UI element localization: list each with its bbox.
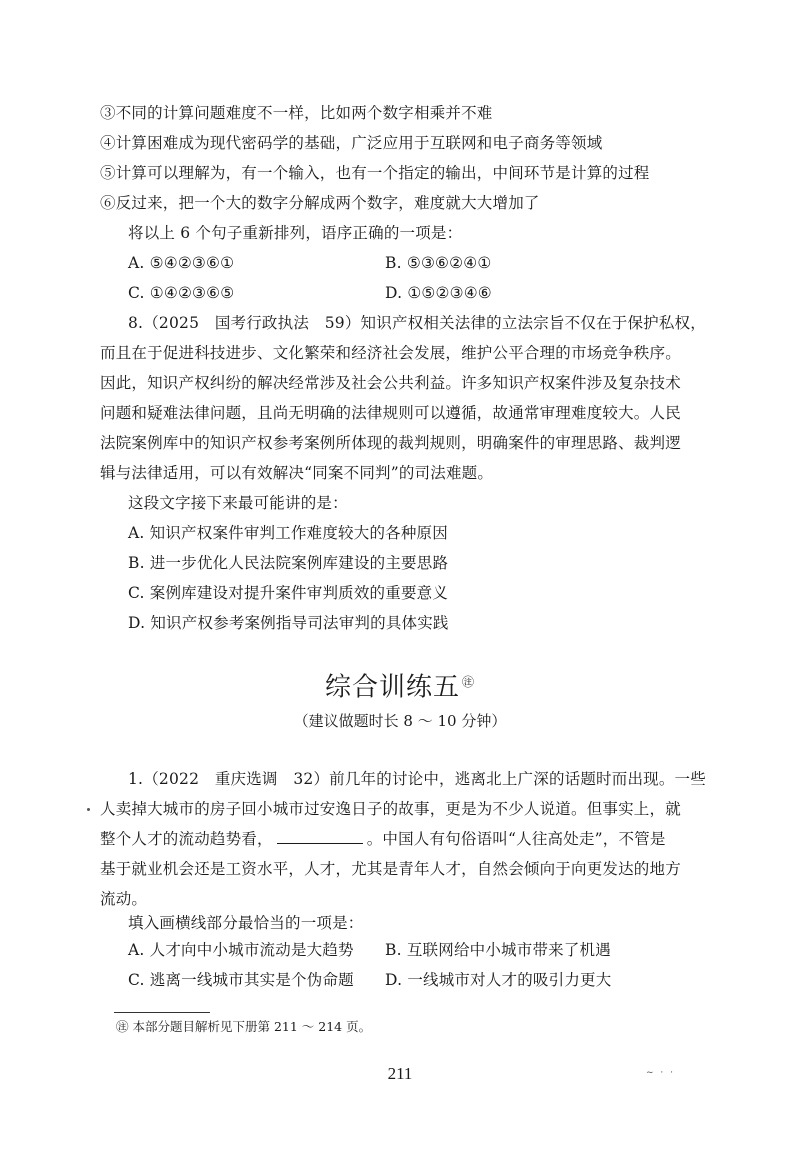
section-title [0,664,800,706]
q8-line-4: 问题和疑难法律问题，且尚无明确的法律规则可以遵循，故通常审理难度较大。人民 [100,404,681,422]
q8-line-1: 8.（2025 国考行政执法 59）知识产权相关法律的立法宗旨不仅在于保护私权， [128,314,706,332]
q8-line-2: 而且在于促进科技进步、文化繁荣和经济社会发展，维护公平合理的市场竞争秩序。 [100,344,681,362]
q1-line-3-end: 。中国人有句俗语叫“人往高处走”，不管是 [366,830,666,848]
answer-blank [277,830,363,844]
q7-option-d: D. ①⑤②③④⑥ [385,284,492,302]
corner-mark: ~ · · [646,1068,675,1078]
footnote: ㊟ 本部分题目解析见下册第 211 ～ 214 页。 [116,1019,372,1034]
q8-option-a: A. 知识产权案件审判工作难度较大的各种原因 [128,524,448,542]
footnote-mark-icon: ㊟ [462,675,476,689]
q1-option-d: D. 一线城市对人才的吸引力更大 [385,971,612,989]
q8-line-6: 辑与法律适用，可以有效解决“同案不同判”的司法难题。 [100,464,494,482]
page-number: 211 [387,1064,413,1083]
q1-option-b: B. 互联网给中小城市带来了机遇 [385,941,611,959]
q1-line-5: 流动。 [100,890,148,908]
sentence-3: ③不同的计算问题难度不一样，比如两个数字相乘并不难 [100,104,493,122]
scan-dot [87,808,90,811]
q8-option-c: C. 案例库建设对提升案件审判质效的重要意义 [128,584,449,602]
q8-option-d: D. 知识产权参考案例指导司法审判的具体实践 [128,614,449,632]
section-subtitle: （建议做题时长 8 ～ 10 分钟） [293,712,507,730]
q8-option-b: B. 进一步优化人民法院案例库建设的主要思路 [128,554,449,572]
q1-option-a: A. 人才向中小城市流动是大趋势 [128,941,354,959]
q8-prompt: 这段文字接下来最可能讲的是： [128,494,348,512]
sentence-4: ④计算困难成为现代密码学的基础，广泛应用于互联网和电子商务等领域 [100,134,603,152]
q7-option-b: B. ⑤③⑥②④① [385,254,492,272]
q1-line-2: 人卖掉大城市的房子回小城市过安逸日子的故事，更是为不少人说道。但事实上，就 [100,800,681,818]
q1-line-3-start: 整个人才的流动趋势看， [100,830,273,848]
q1-line-3 [100,829,666,849]
q1-line-4: 基于就业机会还是工资水平，人才，尤其是青年人才，自然会倾向于向更发达的地方 [100,860,681,878]
sentence-5: ⑤计算可以理解为，有一个输入，也有一个指定的输出，中间环节是计算的过程 [100,164,650,182]
q8-line-5: 法院案例库中的知识产权参考案例所体现的裁判规则，明确案件的审理思路、裁判逻 [100,434,681,452]
section-title-text: 综合训练五 [324,672,460,703]
q8-line-3: 因此，知识产权纠纷的解决经常涉及社会公共利益。许多知识产权案件涉及复杂技术 [100,374,681,392]
footnote-divider [114,1012,210,1013]
q1-option-c: C. 逃离一线城市其实是个伪命题 [128,971,354,989]
sentence-6: ⑥反过来，把一个大的数字分解成两个数字，难度就大大增加了 [100,194,540,212]
q7-option-c: C. ①④②③⑥⑤ [128,284,235,302]
q1-prompt: 填入画横线部分最恰当的一项是： [128,914,364,932]
q7-prompt: 将以上 6 个句子重新排列，语序正确的一项是： [128,224,463,242]
q1-line-1: 1.（2022 重庆选调 32）前几年的讨论中，逃离北上广深的话题时而出现。一些 [128,770,706,788]
q7-option-a: A. ⑤④②③⑥① [128,254,235,272]
